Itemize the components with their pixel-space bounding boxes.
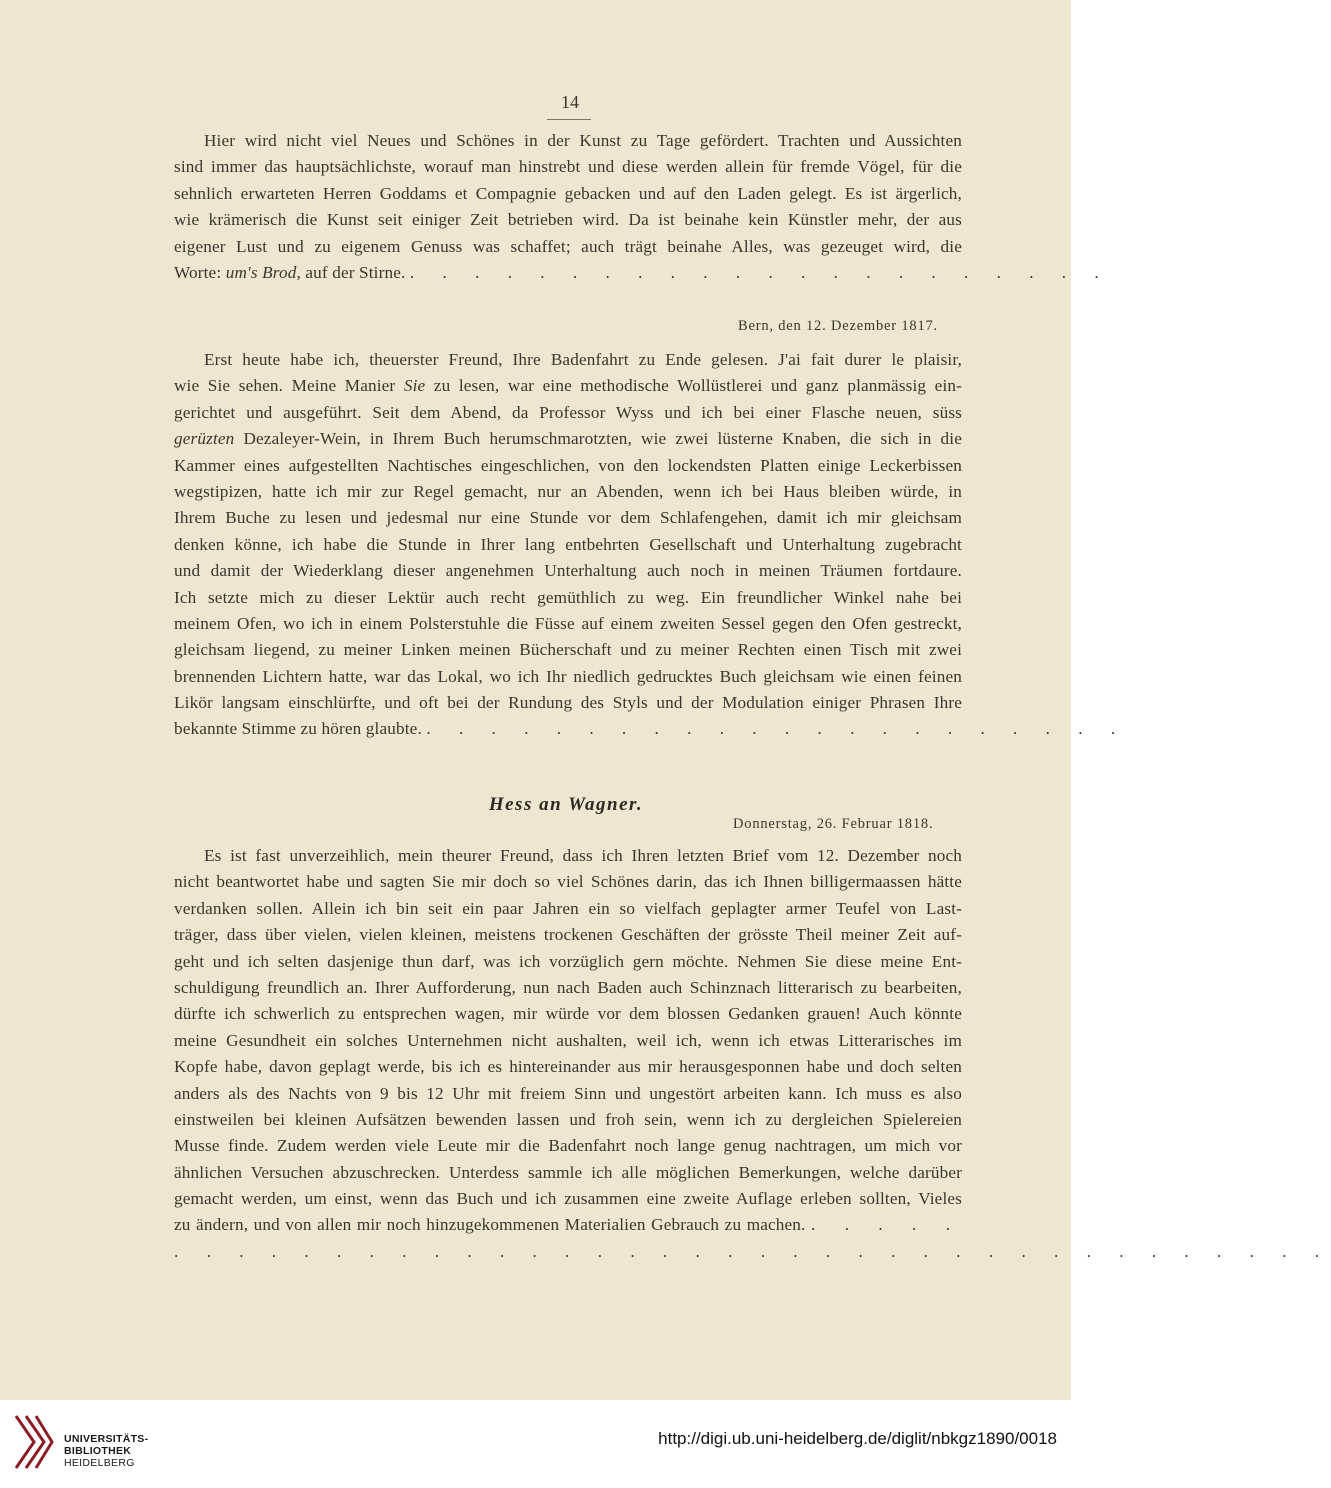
- text-line: Musse finde. Zudem werden viele Leute mir die Badenfahrt noch lange genug nachtragen, um mich vor: [174, 1136, 962, 1156]
- text-fragment: wie Sie sehen. Meine Manier: [174, 376, 404, 396]
- page-number-rule: [547, 119, 591, 120]
- text-line: Es ist fast unverzeihlich, mein theurer Freund, dass ich Ihren letzten Brief vom 12. Dezember noch: [204, 846, 962, 865]
- text-line: sehnlich erwarteten Herren Goddams et Compagnie gebacken und auf den Laden gelegt. Es ist ärgerlich,: [174, 183, 962, 203]
- letter-date-2: Donnerstag, 26. Februar 1818.: [733, 816, 934, 832]
- text-fragment: zu ändern, und von allen mir noch hinzugekommenen Materialien Gebrauch zu machen.: [174, 1215, 806, 1235]
- text-line: gleichsam liegend, zu meiner Linken meinen Bücherschaft und zu meiner Rechten einen Tisch mit zwei: [174, 640, 962, 660]
- italic-text: um's Brod,: [225, 262, 301, 282]
- text-fragment: auf der Stirne.: [300, 262, 406, 282]
- dot-leader-row: . . . . . . . . . . . . . . . . . . . . . . . . . . . . . . . . . . . .: [174, 1241, 1331, 1261]
- text-line: sind immer das hauptsächlichste, worauf man hinstrebt und diese werden allein für fremde Vögel, für die: [174, 157, 962, 177]
- text-line: ähnlichen Versuchen abzuschrecken. Unterdess sammle ich alle möglichen Bemerkungen, welche darüber: [174, 1162, 962, 1182]
- text-line: träger, dass über vielen, vielen kleinen, meistens trockenen Geschäften der grösste Theil meiner Zeit auf-: [174, 925, 962, 945]
- text-fragment: Dezaleyer-Wein, in Ihrem Buch herumschmarotzten, wie zwei lüsterne Knaben, die sich in die: [234, 429, 962, 449]
- text-line: eigener Lust und zu eigenem Genuss was schaffet; auch trägt beinahe Alles, was gezeuget wird, die: [174, 236, 962, 256]
- text-line: nicht beantwortet habe und sagten Sie mir doch so viel Schönes darin, das ich Ihnen billigermaassen hätte: [174, 872, 962, 892]
- text-line: [174, 716, 1128, 742]
- text-line: Ihrem Buche zu lesen und jedesmal nur eine Stunde vor dem Schlafengehen, damit ich mir gleichsam: [174, 508, 962, 528]
- italic-text: Sie: [403, 376, 426, 396]
- text-line: geht und ich selten dasjenige thun darf, was ich vorzüglich gern möchte. Nehmen Sie diese meine Ent-: [174, 951, 962, 971]
- text-line: [174, 260, 1111, 286]
- text-line: brennenden Lichtern hatte, war das Lokal, wo ich Ihr niedlich gedrucktes Buch gleichsam wie einen feinen: [174, 666, 962, 686]
- page-number: 14: [561, 92, 579, 112]
- text-line: wegstipizen, hatte ich mir zur Regel gemacht, nur an Abenden, wenn ich bei Haus bleiben würde, in: [174, 481, 962, 501]
- text-line: Hier wird nicht viel Neues und Schönes in der Kunst zu Tage gefördert. Trachten und Aussichten: [204, 131, 962, 150]
- text-line: [174, 373, 962, 399]
- text-line: Erst heute habe ich, theuerster Freund, Ihre Badenfahrt zu Ende gelesen. J'ai fait durer le plaisir,: [204, 350, 962, 369]
- text-line: wie krämerisch die Kunst seit einiger Zeit betrieben wird. Da ist beinahe kein Künstler mehr, der aus: [174, 210, 962, 230]
- dot-leader: . . . . .: [811, 1215, 963, 1235]
- text-line: Kammer eines aufgestellten Nachtisches eingeschlichen, von den lockendsten Platten einige Leckerbissen: [174, 455, 962, 475]
- italic-text: gerüzten: [174, 429, 235, 449]
- text-line: [174, 1212, 962, 1238]
- text-line: und damit der Wiederklang dieser angenehmen Unterhaltung auch noch in meinen Träumen fortdaure.: [174, 561, 962, 581]
- paragraph-2: [174, 347, 1128, 743]
- library-name-line: HEIDELBERG: [64, 1457, 135, 1469]
- paragraph-3: [174, 843, 1331, 1265]
- text-fragment: bekannte Stimme zu hören glaubte.: [174, 719, 422, 739]
- text-line: [174, 426, 962, 452]
- text-line: Ich setzte mich zu dieser Lektür auch recht gemüthlich zu weg. Ein freundlicher Winkel nahe bei: [174, 587, 962, 607]
- text-line: verdanken sollen. Allein ich bin seit ein paar Jahren ein so vielfach geplagter armer Teufel von Last-: [174, 898, 962, 918]
- library-name-line: UNIVERSITÄTS-: [64, 1433, 149, 1445]
- letter-date-1: Bern, den 12. Dezember 1817.: [738, 318, 938, 334]
- text-line: meine Gesundheit ein solches Unternehmen nicht aushalten, weil ich, wenn ich etwas Litterarisches im: [174, 1030, 962, 1050]
- library-name: [64, 1433, 148, 1469]
- text-fragment: zu lesen, war eine methodische Wollüstlerei und ganz planmässig ein-: [425, 376, 963, 396]
- university-library-logo-icon: [12, 1412, 56, 1476]
- library-name-line: BIBLIOTHEK: [64, 1445, 132, 1457]
- text-line: meinem Ofen, wo ich in einem Polsterstuhle die Füsse auf einem zweiten Sessel gegen den Ofen gestreckt,: [174, 613, 962, 633]
- text-line: Likör langsam einschlürfte, und oft bei der Rundung des Styls und der Modulation einiger Phrasen Ihre: [174, 693, 962, 713]
- text-line: gemacht werden, um einst, wenn das Buch und ich zusammen eine zweite Auflage erleben sollten, Vieles: [174, 1189, 962, 1209]
- dot-leader: . . . . . . . . . . . . . . . . . . . . . .: [426, 719, 1128, 739]
- text-fragment: Worte:: [174, 262, 226, 282]
- text-line: dürfte ich schwerlich zu entsprechen wagen, mir würde vor dem blossen Gedanken grauen! Auch könnte: [174, 1004, 962, 1024]
- paragraph-1: [174, 128, 1111, 286]
- text-line: Kopfe habe, davon geplagt werde, bis ich es hintereinander aus mir herausgesponnen habe und doch selten: [174, 1057, 962, 1077]
- text-line: gerichtet und ausgeführt. Seit dem Abend, da Professor Wyss und ich bei einer Flasche neuen, süss: [174, 402, 962, 422]
- dot-leader: . . . . . . . . . . . . . . . . . . . . . .: [409, 262, 1111, 282]
- text-line: schuldigung freundlich an. Ihrer Aufforderung, nun nach Baden auch Schinznach litterarisch zu bearbeiten,: [174, 977, 962, 997]
- text-line: denken könne, ich habe die Stunde in Ihrer lang entbehrten Gesellschaft und Unterhaltung zugebracht: [174, 534, 962, 554]
- text-line: anders als des Nachts von 9 bis 12 Uhr mit freiem Sinn und ungestört arbeiten kann. Ich muss es also: [174, 1083, 962, 1103]
- source-url-link[interactable]: http://digi.ub.uni-heidelberg.de/diglit/nbkgz1890/0018: [658, 1429, 1057, 1448]
- footer-bar: [0, 1400, 1071, 1488]
- letter-heading: Hess an Wagner.: [488, 794, 644, 815]
- text-line: einstweilen bei kleinen Aufsätzen bewenden lassen und froh sein, wenn ich zu dergleichen Spielereien: [174, 1109, 962, 1129]
